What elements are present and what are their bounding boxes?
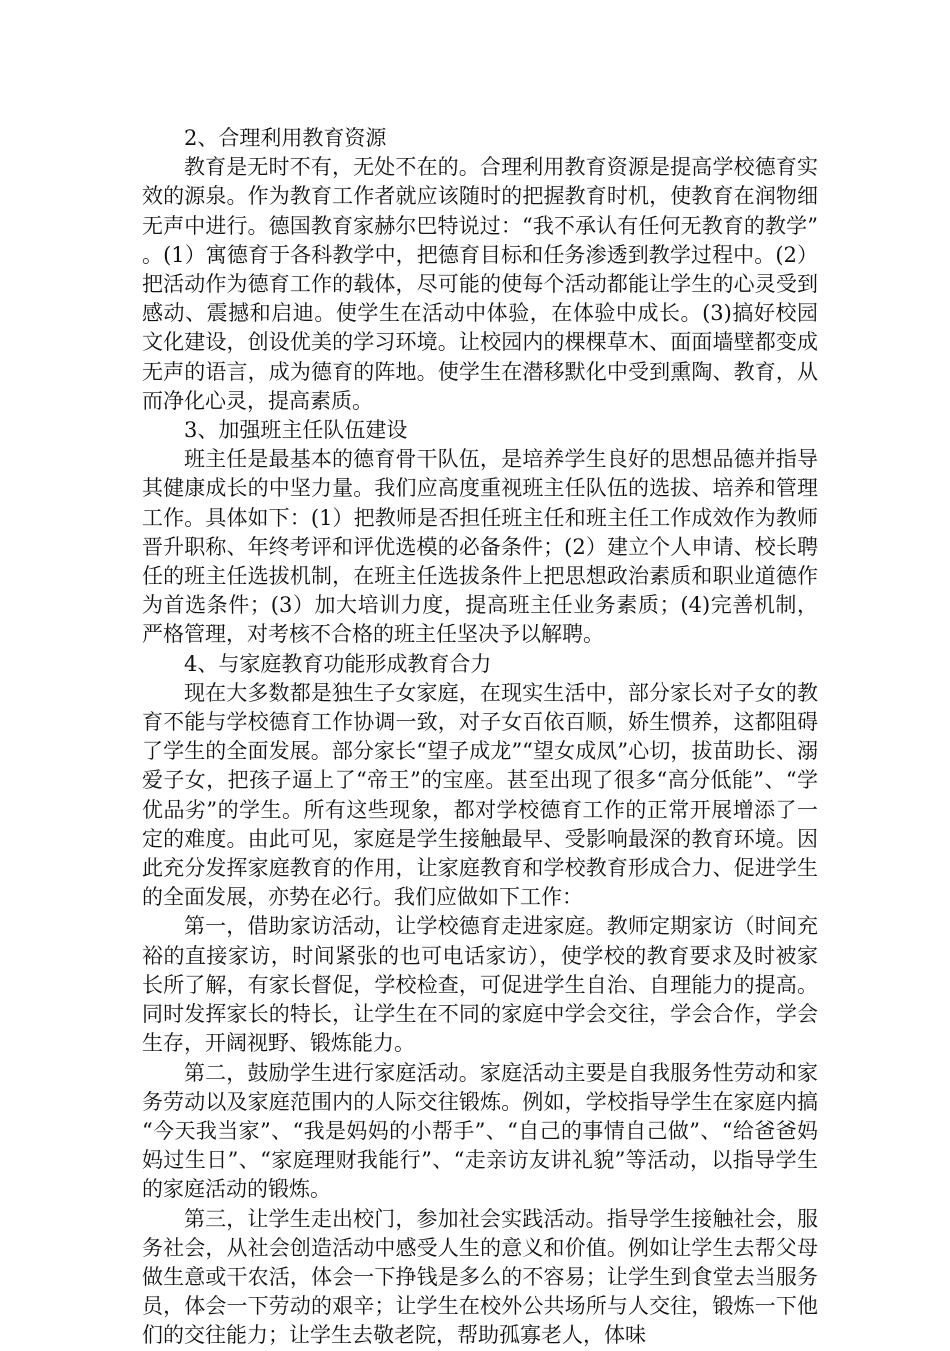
heading-2: 2、合理利用教育资源 bbox=[184, 126, 387, 150]
heading-4: 4、与家庭教育功能形成教育合力 bbox=[184, 651, 492, 676]
paragraph-third: 第三，让学生走出校门，参加社会实践活动。指导学生接触社会，服务社会，从社会创造活动中感受人生的意义和价值。例如让学生去帮父母做生意或干农活，体会一下挣钱是多么的不容易；让学生到食堂去当服务员，体会一下劳动的艰辛；让学生在校外公共场所与人交往，锻炼一下他们的交往能力；让学生去敬老院，帮助孤寡老人，体味 bbox=[142, 1206, 818, 1348]
paragraph: 班主任是最基本的德育骨干队伍，是培养学生良好的思想品德并指导其健康成长的中坚力量。我们应高度重视班主任队伍的选拔、培养和管理工作。具体如下：(1）把教师是否担任班主任和班主任工作成效作为教师晋升职称、年终考评和评优选模的必备条件；(2）建立个人申请、校长聘任的班主任选拔机制，在班主任选拔条件上把思想政治素质和职业道德作为首选条件；(3）加大培训力度，提高班主任业务素质；(4)完善机制，严格管理，对考核不合格的班主任坚决予以解聘。 bbox=[142, 447, 818, 647]
paragraph-first: 第一，借助家访活动，让学校德育走进家庭。教师定期家访（时间充裕的直接家访，时间紧张的也可电话家访），使学校的教育要求及时被家长所了解，有家长督促，学校检查，可促进学生自治、自理能力的提高。同时发挥家长的特长，让学生在不同的家庭中学会交往，学会合作，学会生存，开阔视野、锻炼能力。 bbox=[142, 914, 818, 1056]
paragraph-second: 第二，鼓励学生进行家庭活动。家庭活动主要是自我服务性劳动和家务劳动以及家庭范围内的人际交往锻炼。例如，学校指导学生在家庭内搞“今天我当家”、“我是妈妈的小帮手”、“自己的事情自己做”、“给爸爸妈妈过生日”、“家庭理财我能行”、“走亲访友讲礼貌”等活动，以指导学生的家庭活动的锻炼。 bbox=[142, 1060, 818, 1202]
heading-3: 3、加强班主任队伍建设 bbox=[184, 418, 408, 443]
document-body bbox=[142, 124, 818, 1351]
paragraph: 教育是无时不有，无处不在的。合理利用教育资源是提高学校德育实效的源泉。作为教育工作者就应该随时的把握教育时机，使教育在润物细无声中进行。德国教育家赫尔巴特说过：“我不承认有任何无教育的教学”。(1）寓德育于各科教学中，把德育目标和任务渗透到教学过程中。(2）把活动作为德育工作的载体，尽可能的使每个活动都能让学生的心灵受到感动、震撼和启迪。使学生在活动中体验，在体验中成长。(3)搞好校园文化建设，创设优美的学习环境。让校园内的棵棵草木、面面墙壁都变成无声的语言，成为德育的阵地。使学生在潜移默化中受到熏陶、教育，从而净化心灵，提高素质。 bbox=[142, 155, 818, 413]
paragraph: 现在大多数都是独生子女家庭，在现实生活中，部分家长对子女的教育不能与学校德育工作协调一致，对子女百依百顺，娇生惯养，这都阻碍了学生的全面发展。部分家长“望子成龙”“望女成凤”心切，拔苗助长、溺爱子女，把孩子逼上了“帝王”的宝座。甚至出现了很多“高分低能”、“学优品劣”的学生。所有这些现象，都对学校德育工作的正常开展增添了一定的难度。由此可见，家庭是学生接触最早、受影响最深的教育环境。因此充分发挥家庭教育的作用，让家庭教育和学校教育形成合力、促进学生的全面发展，亦势在必行。我们应做如下工作： bbox=[142, 680, 818, 910]
